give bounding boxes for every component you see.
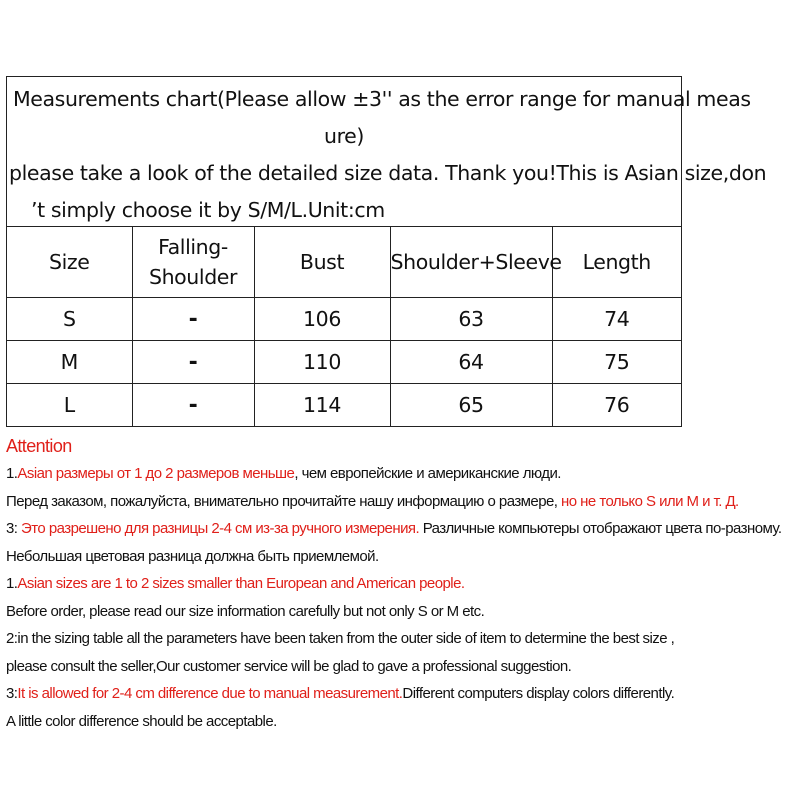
bust-cell: 110 (254, 341, 390, 384)
note-highlight: но не только S или M и т. Д. (561, 492, 739, 510)
shoulder-sleeve-cell: 65 (390, 384, 552, 427)
note-text: Перед заказом, пожалуйста, внимательно прочитайте нашу информацию о размере, (6, 492, 562, 510)
falling-shoulder-cell: - (132, 341, 254, 384)
note-line-en-1 (6, 570, 796, 598)
note-prefix: 3: (6, 685, 18, 702)
falling-line-1: Falling- (158, 235, 228, 259)
table-header-row (7, 227, 681, 298)
column-header-bust: Bust (254, 227, 390, 298)
bust-cell: 106 (254, 298, 390, 341)
column-header-falling-shoulder (132, 227, 254, 298)
note-highlight: Это разрешено для разницы 2-4 см из-за ручного измерения. (21, 520, 420, 537)
header-line-3: please take a look of the detailed size data. Thank you!This is Asian size,don (9, 161, 767, 185)
note-highlight: It is allowed for 2-4 cm difference due to manual measurement. (17, 685, 403, 702)
note-line-ru-1 (6, 460, 796, 488)
note-prefix: 3: (6, 520, 22, 537)
bust-cell: 114 (254, 384, 390, 427)
column-header-shoulder-sleeve: Shoulder+Sleeve (390, 227, 552, 298)
column-header-length: Length (552, 227, 681, 298)
table-row (7, 341, 681, 384)
header-line-4: ’t simply choose it by S/M/L.Unit:cm (31, 198, 385, 222)
note-highlight: Asian sizes are 1 to 2 sizes smaller than European and American people. (17, 575, 465, 592)
note-line-en-6: A little color difference should be acceptable. (6, 712, 277, 730)
note-highlight: Asian размеры от 1 до 2 размеров меньше (17, 465, 295, 482)
note-line-en-5 (6, 680, 796, 708)
note-line-en-2: Before order, please read our size information carefully but not only S or M etc. (6, 602, 485, 620)
attention-title: Attention (6, 436, 72, 456)
falling-shoulder-cell: - (132, 384, 254, 427)
header-line-1: Measurements chart(Please allow ±3'' as the error range for manual meas (13, 87, 751, 111)
column-header-size: Size (7, 227, 132, 298)
note-line-ru-3 (6, 515, 796, 543)
shoulder-sleeve-cell: 63 (390, 298, 552, 341)
note-prefix: 1. (6, 575, 18, 592)
note-line-ru-4: Небольшая цветовая разница должна быть приемлемой. (6, 547, 379, 565)
table-row (7, 298, 681, 341)
header-line-2: ure) (324, 124, 364, 148)
size-cell: M (7, 341, 132, 384)
size-cell: L (7, 384, 132, 427)
note-text: Различные компьютеры отображают цвета по-разному. (419, 520, 782, 537)
attention-notes (6, 432, 796, 735)
note-line-ru-2 (6, 488, 796, 516)
shoulder-sleeve-cell: 64 (390, 341, 552, 384)
note-prefix: 1. (6, 465, 18, 482)
chart-header (7, 77, 767, 227)
note-line-en-3: 2:in the sizing table all the parameters have been taken from the outer side of item to determine the best size , (6, 630, 675, 647)
falling-line-2: Shoulder (148, 265, 238, 289)
table-row (7, 384, 681, 427)
size-chart (6, 76, 767, 427)
note-text: Different computers display colors differently. (402, 685, 675, 702)
falling-shoulder-cell: - (132, 298, 254, 341)
note-line-en-4: please consult the seller,Our customer service will be glad to gave a professional suggestion. (6, 657, 572, 675)
length-cell: 75 (552, 341, 681, 384)
length-cell: 74 (552, 298, 681, 341)
size-cell: S (7, 298, 132, 341)
length-cell: 76 (604, 393, 630, 417)
size-table (7, 227, 681, 426)
note-text: , чем европейские и американские люди. (294, 465, 561, 482)
